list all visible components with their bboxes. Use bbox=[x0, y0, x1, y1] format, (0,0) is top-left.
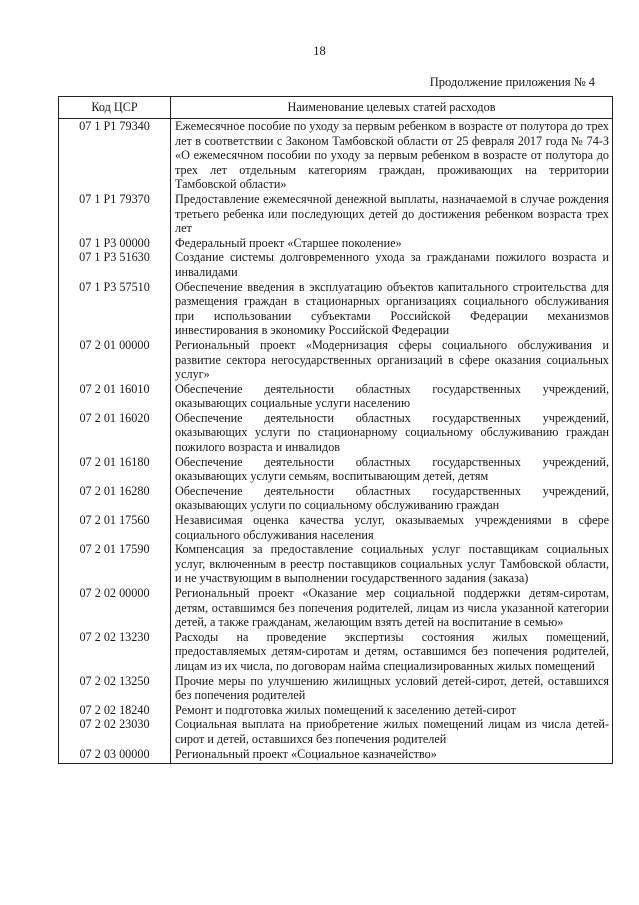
row-name: Независимая оценка качества услуг, оказываемых учреждениями в сфере социального обслуживания населения bbox=[171, 513, 613, 542]
row-name: Предоставление ежемесячной денежной выплаты, назначаемой в случае рождения третьего ребенка или последующих детей до достижения ребенком возраста трех лет bbox=[171, 192, 613, 236]
row-name: Ремонт и подготовка жилых помещений к заселению детей-сирот bbox=[171, 703, 613, 718]
table-row bbox=[59, 119, 613, 192]
row-name: Федеральный проект «Старшее поколение» bbox=[171, 236, 613, 251]
row-code: 07 2 02 13230 bbox=[59, 630, 171, 674]
row-code: 07 2 01 16010 bbox=[59, 382, 171, 411]
table-row bbox=[59, 630, 613, 674]
row-name: Обеспечение деятельности областных государственных учреждений, оказывающих услуги по социальному обслуживанию граждан bbox=[171, 484, 613, 513]
table-row bbox=[59, 192, 613, 236]
header-name: Наименование целевых статей расходов bbox=[171, 97, 613, 119]
row-name: Компенсация за предоставление социальных услуг поставщикам социальных услуг, включенным в реестр поставщиков социальных услуг Тамбовской области, и не участвующим в выполнении государственного задания (заказа) bbox=[171, 542, 613, 586]
page-number: 18 bbox=[313, 44, 326, 58]
row-code: 07 2 03 00000 bbox=[59, 747, 171, 764]
row-name: Создание системы долговременного ухода за гражданами пожилого возраста и инвалидами bbox=[171, 250, 613, 279]
row-code: 07 2 02 13250 bbox=[59, 674, 171, 703]
row-code: 07 1 P3 57510 bbox=[59, 280, 171, 338]
row-name: Региональный проект «Социальное казначейство» bbox=[171, 747, 613, 764]
row-code: 07 2 01 16020 bbox=[59, 411, 171, 455]
table-row bbox=[59, 542, 613, 586]
row-name: Обеспечение деятельности областных государственных учреждений, оказывающих услуги семьям, воспитывающим детей, детям bbox=[171, 455, 613, 484]
row-code: 07 1 P1 79370 bbox=[59, 192, 171, 236]
row-code: 07 2 02 00000 bbox=[59, 586, 171, 630]
table-row bbox=[59, 338, 613, 382]
table-body bbox=[59, 119, 613, 764]
row-name: Социальная выплата на приобретение жилых помещений лицам из числа детей-сирот и детей, оставшихся без попечения родителей bbox=[171, 717, 613, 746]
table-row bbox=[59, 674, 613, 703]
row-name: Региональный проект «Модернизация сферы социального обслуживания и развитие сектора негосударственных организаций в сфере оказания социальных услуг» bbox=[171, 338, 613, 382]
row-code: 07 2 02 23030 bbox=[59, 717, 171, 746]
table-row bbox=[59, 586, 613, 630]
table-row bbox=[59, 717, 613, 746]
header-code: Код ЦСР bbox=[59, 97, 171, 119]
table-row bbox=[59, 280, 613, 338]
row-name: Обеспечение деятельности областных государственных учреждений, оказывающих социальные услуги населению bbox=[171, 382, 613, 411]
budget-table bbox=[58, 96, 613, 764]
row-name: Обеспечение введения в эксплуатацию объектов капитального строительства для размещения граждан в стационарных организациях социального обслуживания при использовании субъектами Российской Федерации механизмов инвестирования в экономику Российской Федерации bbox=[171, 280, 613, 338]
row-code: 07 2 01 16280 bbox=[59, 484, 171, 513]
table-header-row bbox=[59, 97, 613, 119]
row-code: 07 2 02 18240 bbox=[59, 703, 171, 718]
table-row bbox=[59, 747, 613, 764]
table-row bbox=[59, 250, 613, 279]
table-row bbox=[59, 484, 613, 513]
row-code: 07 2 01 17590 bbox=[59, 542, 171, 586]
table-row bbox=[59, 455, 613, 484]
row-name: Региональный проект «Оказание мер социальной поддержки детям-сиротам, детям, оставшимся без попечения родителей, лицам из числа указанной категории детей, а также гражданам, желающим взять детей на воспитание в семью» bbox=[171, 586, 613, 630]
row-name: Ежемесячное пособие по уходу за первым ребенком в возрасте от полутора до трех лет в соответствии с Законом Тамбовской области от 25 февраля 2017 года № 74-З «О ежемесячном пособии по уходу за первым ребенком в возрасте от полутора до трех лет отдельным категориям граждан, проживающих на территории Тамбовской области» bbox=[171, 119, 613, 192]
row-code: 07 2 01 17560 bbox=[59, 513, 171, 542]
row-code: 07 1 P1 79340 bbox=[59, 119, 171, 192]
row-name: Обеспечение деятельности областных государственных учреждений, оказывающих услуги по стационарному социальному обслуживанию граждан пожилого возраста и инвалидов bbox=[171, 411, 613, 455]
table-row bbox=[59, 382, 613, 411]
continuation-label: Продолжение приложения № 4 bbox=[429, 75, 595, 89]
row-name: Прочие меры по улучшению жилищных условий детей-сирот, детей, оставшихся без попечения родителей bbox=[171, 674, 613, 703]
row-code: 07 1 P3 51630 bbox=[59, 250, 171, 279]
table-row bbox=[59, 703, 613, 718]
table-row bbox=[59, 236, 613, 251]
row-code: 07 1 P3 00000 bbox=[59, 236, 171, 251]
row-code: 07 2 01 00000 bbox=[59, 338, 171, 382]
row-code: 07 2 01 16180 bbox=[59, 455, 171, 484]
table-row bbox=[59, 513, 613, 542]
row-name: Расходы на проведение экспертизы состояния жилых помещений, предоставляемых детям-сиротам и детям, оставшимся без попечения родителей, лицам из их числа, по договорам найма специализированных жилых помещений bbox=[171, 630, 613, 674]
table-row bbox=[59, 411, 613, 455]
